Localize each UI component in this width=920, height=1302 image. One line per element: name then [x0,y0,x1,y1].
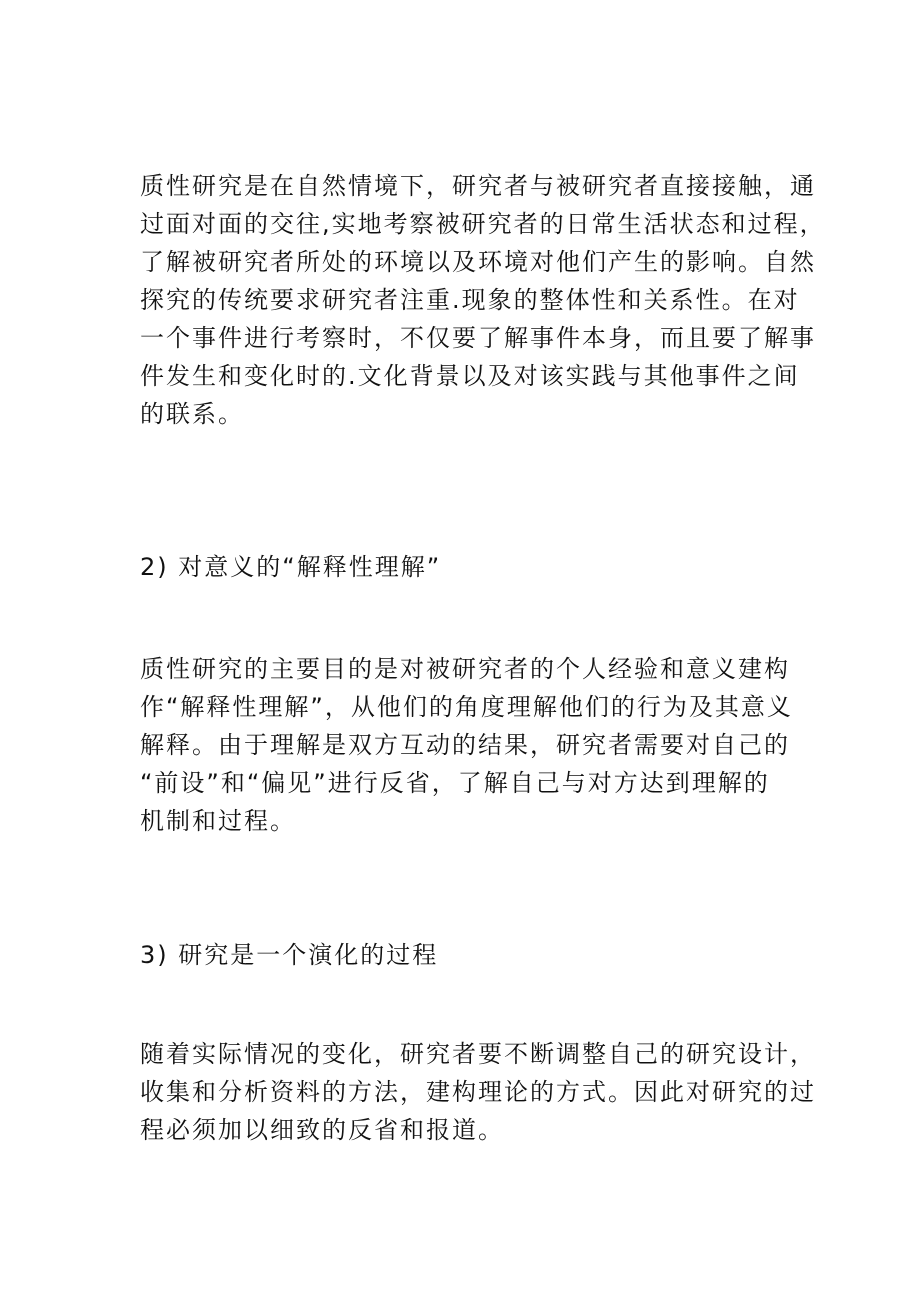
text-line: 收集和分析资料的方法，建构理论的方式。因此对研究的过 [140,1078,816,1106]
section-heading-text: 2) 对意义的“解释性理解” [140,553,442,581]
section-heading-text: 3) 研究是一个演化的过程 [140,941,439,969]
text-line: 作“解释性理解”，从他们的角度理解他们的行为及其意义 [140,693,793,721]
paragraph-evolving-process [140,1035,820,1149]
section-heading-2 [140,548,820,586]
text-line: 的联系。 [140,400,244,428]
text-line: 解释。由于理解是双方互动的结果，研究者需要对自己的 [140,731,790,759]
text-line: 程必须加以细致的反省和报道。 [140,1116,504,1144]
paragraph-qualitative-research-definition [140,167,826,433]
text-line: 过面对面的交往,实地考察被研究者的日常生活状态和过程， [140,210,826,238]
text-line: 机制和过程。 [140,807,296,835]
text-line: 件发生和变化时的.文化背景以及对该实践与其他事件之间 [140,362,800,390]
text-line: “前设”和“偏见”进行反省，了解自己与对方达到理解的 [140,769,770,797]
text-line: 了解被研究者所处的环境以及环境对他们产生的影响。自然 [140,248,816,276]
text-line: 质性研究是在自然情境下，研究者与被研究者直接接触，通 [140,172,816,200]
text-line: 随着实际情况的变化，研究者要不断调整自己的研究设计， [140,1040,816,1068]
paragraph-interpretive-understanding [140,650,820,840]
text-line: 探究的传统要求研究者注重.现象的整体性和关系性。在对 [140,286,800,314]
section-heading-3 [140,936,820,974]
text-line: 一个事件进行考察时，不仅要了解事件本身，而且要了解事 [140,324,816,352]
text-line: 质性研究的主要目的是对被研究者的个人经验和意义建构 [140,655,790,683]
